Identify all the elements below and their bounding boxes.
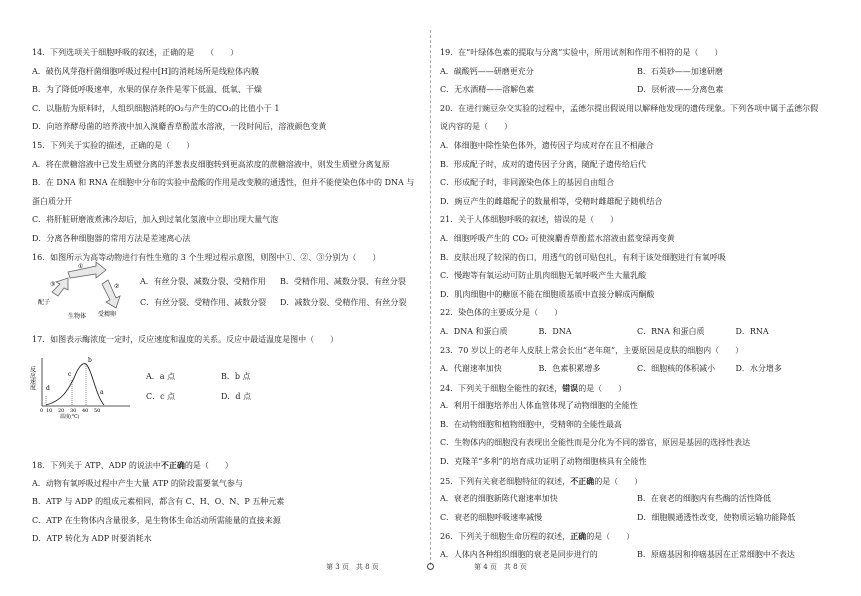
q17-point-d: d: [46, 385, 50, 392]
q17-stem: 17．如图表示酶浓度一定时，反应速度和温度的关系。反应中最适温度是图中（ ）: [32, 335, 339, 344]
q19-options-row2: [440, 81, 834, 100]
q26-option-b: B．原癌基因和抑癌基因在正常细胞中不表达: [637, 550, 795, 560]
q22-option-d: D．RNA: [735, 326, 769, 336]
q14-option-d: D．向培养酵母菌的培养液中加入溴麝香草酚蓝水溶液，一段时间后，溶液颜色变黄: [32, 122, 327, 132]
q24-stem-bold: 错误: [562, 382, 579, 393]
q16-option-b: B．受精作用、减数分裂、有丝分裂: [280, 277, 406, 286]
q26-option-a: A．人体内各种组织细胞的衰老是同步进行的: [440, 550, 598, 560]
q17-xtick-10: 10: [46, 408, 53, 414]
q18-option-d: D．ATP 转化为 ADP 时要消耗水: [32, 534, 152, 544]
q22-option-b: B．DNA: [538, 326, 572, 336]
q16-options-row1: [140, 276, 420, 287]
right-page: [430, 0, 860, 596]
q24-stem-post: 的是（ ）: [578, 383, 627, 393]
fig16-label-zygote: 受精卵: [98, 311, 117, 318]
q17-enzyme-temperature-graph: [28, 356, 132, 420]
q19-option-c: C．无水酒精——溶解色素: [440, 85, 535, 95]
q20-stem: 20．在进行豌豆杂交实验的过程中，孟德尔提出假说用以解释他发现的遗传现象。下列各项中属于孟德尔假: [440, 103, 819, 113]
q23-option-c: C．细胞核的体积减小: [637, 364, 716, 374]
q17-xtick-20: 20: [58, 408, 65, 414]
q17-xtick-50: 50: [94, 408, 101, 414]
q24-stem-pre: 24．下列关于细胞全能性的叙述，: [440, 383, 563, 393]
q17-options-row2: [146, 391, 296, 402]
q18-stem-post: 的是（ ）: [184, 461, 233, 470]
fig16-num-1: ①: [78, 263, 84, 270]
fig16-label-organism: 生物体: [68, 313, 87, 320]
q14-option-a: A．破伤风芽孢杆菌细胞呼吸过程中[H]的消耗场所是线粒体内膜: [32, 66, 259, 76]
q19-stem: 19．在“叶绿体色素的提取与分离”实验中，所用试剂和作用不相符的是（ ）: [440, 48, 723, 57]
q25-option-a: A．衰老的细胞新陈代谢速率加快: [440, 494, 558, 504]
fig16-label-gamete: 配子: [38, 299, 51, 306]
q17-xtick-0: 0: [40, 408, 44, 414]
q19-option-b: B．石英砂——加速研磨: [637, 66, 723, 76]
q20-option-d: D．豌豆产生的雌雄配子的数量相等，受精时雌雄配子随机结合: [440, 196, 663, 206]
q25-option-d: D．细胞膜通透性改变，使物质运输功能降低: [637, 512, 796, 522]
q15-stem: 15．下列关于实验的描述，正确的是（ ）: [32, 140, 195, 150]
q20-stem-cont: 说内容的是（ ）: [440, 122, 512, 132]
q17-point-c: c: [68, 371, 72, 378]
q16-cycle-diagram: [38, 258, 130, 320]
q22-stem: 22．染色体的主要成分是（ ）: [440, 308, 563, 318]
q25-stem-bold: 不正确: [570, 475, 595, 486]
q26-stem-bold: 正确: [570, 531, 587, 542]
q26-stem-pre: 26．下列关于细胞生命历程的叙述，: [440, 532, 571, 542]
q15-option-b-cont: 蛋白质分开: [32, 196, 72, 206]
q25-option-b: B．在衰老的细胞内有些酶的活性降低: [637, 494, 771, 504]
q23-option-d: D．水分增多: [735, 364, 782, 374]
q21-stem: 21．关于人体细胞呼吸的叙述，错误的是（ ）: [440, 215, 619, 225]
q20-option-b: B．形成配子时，成对的遗传因子分离，随配子遗传给后代: [440, 159, 646, 169]
q18-stem-bold: 不正确: [160, 460, 185, 470]
q24-option-b: B．在动物细胞和植物细胞中，受精卵的全能性最高: [440, 419, 622, 429]
q24-option-a: A．利用干细胞培养出人体血管体现了动物细胞的全能性: [440, 401, 638, 411]
q24-option-d: D．克隆羊“多利”的培育成功证明了动物细胞核具有全能性: [440, 457, 647, 467]
q17-option-c: C．c 点: [146, 392, 176, 401]
q25-stem-pre: 25．下列有关衰老细胞特征的叙述，: [440, 476, 571, 486]
q21-option-d: D．肌肉细胞中的糖原不能在细胞质基质中直接分解成丙酮酸: [440, 289, 655, 299]
page-footer-right: 第 4 页 共 8 页: [474, 563, 527, 571]
page-center-dot-icon: [427, 563, 434, 570]
q20-option-a: A．体细胞中除性染色体外，遗传因子均成对存在且不相融合: [440, 140, 654, 150]
q21-option-b: B．皮肤出现了较深的伤口，用透气的创可贴包扎，有利于该处细胞进行有氧呼吸: [440, 252, 726, 262]
q25-options-row1: [440, 490, 834, 509]
q21-option-c: C．慢跑等有氧运动可防止肌肉细胞无氧呼吸产生大量乳酸: [440, 271, 647, 281]
q22-option-a: A．DNA 和蛋白质: [440, 326, 508, 336]
fig16-num-2: ②: [114, 283, 120, 290]
q17-xtick-40: 40: [82, 408, 89, 414]
arrow-1-icon: [68, 262, 106, 278]
q18-stem-pre: 18．下列关于 ATP、ADP 的说法中: [32, 461, 161, 470]
q16-options-row2: [140, 297, 420, 308]
q18-option-c: C．ATP 在生物体内含量很多，是生物体生命活动所需能量的直接来源: [32, 515, 281, 525]
q22-options: [440, 323, 834, 342]
q17-options-row1: [146, 371, 296, 382]
q25-stem: [440, 472, 834, 491]
q24-option-c: C．生物体内的细胞没有表现出全能性而是分化为不同的器官，原因是基因的选择性表达: [440, 438, 751, 448]
q25-stem-post: 的是（ ）: [594, 476, 643, 486]
q24-stem: [440, 379, 834, 398]
q26-stem-post: 的是（ ）: [586, 532, 635, 542]
q16-option-c: C．有丝分裂、受精作用、减数分裂: [140, 298, 267, 307]
q18-option-a: A．动物有氧呼吸过程中产生大量 ATP 的阶段需要氧气参与: [32, 478, 243, 488]
q16-stem: 16．如图所示为高等动物进行有性生殖的 3 个生理过程示意图，则图中①、②、③分别为（ ）: [32, 252, 381, 262]
q19-option-a: A．碳酸钙——研磨更充分: [440, 66, 534, 76]
q16-option-d: D．减数分裂、受精作用、有丝分裂: [280, 298, 407, 307]
q17-xtick-30: 30: [70, 408, 77, 414]
q21-option-a: A．细胞呼吸产生的 CO₂ 可使溴麝香草酚蓝水溶液由蓝变绿再变黄: [440, 233, 675, 243]
q15-option-b: B．在 DNA 和 RNA 在细胞中分布的实验中盐酸的作用是改变膜的通透性，但并不能使染色体中的 DNA 与: [32, 178, 415, 188]
q17-ylabel: 反应速度: [28, 366, 36, 390]
q14-option-c: C．以脂肪为原料时，人组织细胞消耗的O₂与产生的CO₂的比值小于 1: [32, 103, 280, 113]
q18-stem: [32, 456, 422, 475]
q15-option-a: A．将在蔗糖溶液中已发生质壁分离的洋葱表皮细胞转到更高浓度的蔗糖溶液中，则发生质壁分离复原: [32, 159, 390, 169]
q17-option-a: A．a 点: [146, 372, 176, 381]
q17-point-b: b: [88, 357, 92, 364]
q14-option-b: B．为了降低呼吸速率，水果的保存条件是零下低温、低氧、干燥: [32, 85, 262, 95]
q23-option-a: A．代谢速率加快: [440, 364, 502, 374]
q20-option-c: C．形成配子时，非同源染色体上的基因自由组合: [440, 178, 615, 188]
page-footer-left: 第 3 页 共 8 页: [326, 563, 379, 571]
q17-xlabel: 温度(℃): [60, 414, 80, 420]
q26-stem: [440, 527, 834, 546]
q25-option-c: C．衰老的细胞呼吸速率减慢: [440, 512, 543, 522]
q23-options: [440, 360, 834, 379]
q14-stem: 14．下列选项关于细胞呼吸的叙述，正确的是 （ ）: [32, 48, 239, 57]
q25-options-row2: [440, 509, 834, 528]
q18-option-b: B．ATP 与 ADP 的组成元素相同，都含有 C、H、O、N、P 五种元素: [32, 497, 285, 507]
q17-option-d: D．d 点: [221, 392, 252, 401]
q18-block: [32, 456, 422, 549]
fig16-num-3: ③: [50, 281, 56, 288]
q15-option-c: C．将肝脏研磨液煮沸冷却后，加入到过氧化氢液中立即出现大量气泡: [32, 215, 279, 225]
q19-options-row1: [440, 63, 834, 82]
q16-option-a: A．有丝分裂、减数分裂、受精作用: [140, 277, 266, 286]
q19-option-d: D．层析液——分离色素: [637, 85, 724, 95]
q17-option-b: B．b 点: [221, 372, 251, 381]
q15-option-d: D．分离各种细胞器的常用方法是差速离心法: [32, 233, 191, 243]
q23-stem: 23．70 岁以上的老年人皮肤上常会长出“老年斑”，主要原因是皮肤的细胞内（ ）: [440, 345, 744, 355]
q22-option-c: C．RNA 和蛋白质: [637, 326, 705, 336]
q17-point-a: a: [100, 389, 104, 396]
q23-option-b: B．色素积累增多: [538, 364, 601, 374]
